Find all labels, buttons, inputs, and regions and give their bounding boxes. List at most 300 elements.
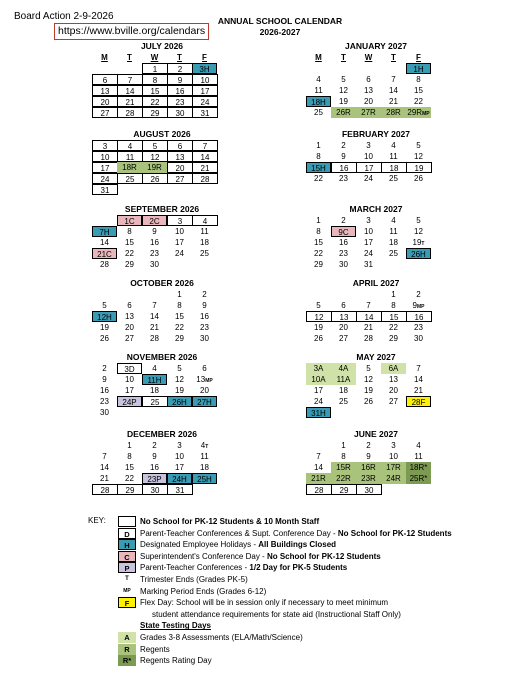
title-line-1: ANNUAL SCHOOL CALENDAR — [217, 16, 343, 26]
day-cell — [306, 311, 332, 322]
day-cell — [406, 107, 431, 118]
key-description — [140, 620, 211, 631]
day-number: 29 — [314, 260, 323, 269]
day-number: 12 — [364, 375, 373, 384]
day-number: 11 — [200, 452, 209, 461]
day-number: 11 — [125, 153, 135, 162]
day-number: 30 — [150, 260, 159, 269]
day-cell — [117, 107, 143, 118]
day-cell — [192, 440, 217, 451]
day-number: 9 — [102, 375, 107, 384]
day-cell — [167, 322, 192, 333]
key-symbol: T — [125, 576, 129, 582]
day-cell — [356, 289, 381, 300]
day-number: 14 — [364, 313, 374, 322]
day-number: 18 — [339, 386, 348, 395]
day-cell — [356, 162, 382, 173]
day-cell — [92, 259, 117, 270]
day-number: 2C — [149, 217, 160, 226]
day-number: 1 — [391, 290, 396, 299]
month-name: JANUARY 2027 — [345, 41, 407, 51]
day-number: 30 — [414, 334, 423, 343]
day-cell — [406, 333, 431, 344]
day-cell — [142, 289, 167, 300]
day-number: 16 — [339, 164, 349, 173]
key-text-emphasis: All Buildings Closed — [258, 540, 337, 550]
day-cell — [331, 63, 356, 74]
day-number: 15H — [311, 164, 326, 173]
day-cell — [331, 462, 356, 473]
day-number: 12 — [339, 86, 348, 95]
key-symbol: MP — [123, 587, 131, 594]
day-cell — [331, 289, 356, 300]
day-cell — [167, 462, 192, 473]
day-cell — [117, 311, 142, 322]
month-grid — [92, 215, 232, 270]
day-number: 23P — [147, 475, 162, 484]
day-number: 29 — [389, 334, 398, 343]
day-cell — [381, 107, 406, 118]
day-cell — [306, 63, 331, 74]
day-cell — [356, 173, 381, 184]
day-cell — [117, 173, 143, 184]
day-number: 2 — [341, 141, 346, 150]
month-name: JUNE 2027 — [354, 429, 398, 439]
day-cell — [192, 385, 217, 396]
day-number: 19R — [147, 163, 162, 172]
day-number: 13 — [100, 87, 110, 96]
day-cell — [142, 63, 168, 74]
day-number: 25 — [389, 174, 398, 183]
day-cell — [356, 259, 381, 270]
weekday-header: T — [127, 53, 132, 62]
day-cell — [92, 74, 118, 85]
day-cell — [92, 140, 118, 151]
day-cell — [406, 311, 432, 322]
day-cell — [381, 396, 406, 407]
key-description — [140, 655, 212, 666]
title-line-2: 2026-2027 — [259, 27, 301, 37]
day-cell — [306, 151, 331, 162]
day-cell — [406, 473, 431, 484]
day-number: 4 — [416, 441, 421, 450]
month-block — [306, 351, 446, 418]
day-cell — [381, 96, 406, 107]
day-number: 12 — [414, 152, 423, 161]
day-number: 18R* — [409, 463, 428, 472]
day-cell — [306, 140, 331, 151]
day-cell — [306, 484, 332, 495]
day-cell — [117, 451, 142, 462]
day-cell — [192, 363, 217, 374]
day-number: 18 — [200, 463, 209, 472]
day-number: 4 — [391, 216, 396, 225]
day-number: 8 — [316, 152, 321, 161]
key-text-emphasis: No School for PK-12 Students — [337, 528, 452, 538]
month-name: OCTOBER 2026 — [130, 278, 194, 288]
day-cell — [381, 226, 406, 237]
day-cell — [331, 385, 356, 396]
key-text: No School for PK-12 Students & 10 Month Staff — [140, 517, 320, 526]
day-cell — [192, 151, 218, 162]
day-cell — [381, 451, 406, 462]
day-number: 4 — [316, 75, 321, 84]
day-number: 30 — [100, 408, 109, 417]
day-number: 15 — [125, 463, 134, 472]
day-number: 25R* — [409, 474, 428, 483]
day-cell — [92, 162, 118, 173]
day-number: 20 — [125, 323, 134, 332]
day-number: 23 — [414, 323, 423, 332]
day-number: 11 — [389, 152, 398, 161]
day-cell — [192, 259, 217, 270]
day-cell — [356, 107, 381, 118]
day-number: 4A — [338, 364, 349, 373]
day-number: 17 — [100, 164, 110, 173]
day-marker: MP — [422, 111, 430, 117]
day-cell — [406, 215, 431, 226]
day-cell — [117, 85, 143, 96]
day-number: 20 — [100, 98, 110, 107]
day-number: 10 — [200, 76, 210, 85]
day-cell — [142, 473, 167, 484]
day-number: 15 — [314, 238, 323, 247]
day-cell — [331, 107, 356, 118]
day-number: 3D — [124, 365, 135, 374]
day-cell — [192, 451, 217, 462]
day-cell — [167, 151, 193, 162]
day-cell — [356, 215, 381, 226]
weekday-header: T — [391, 53, 396, 62]
day-number: 23 — [100, 397, 109, 406]
day-cell — [381, 162, 407, 173]
day-cell — [167, 484, 193, 495]
day-cell — [192, 396, 217, 407]
day-number: 2 — [102, 364, 107, 373]
day-number: 17 — [364, 238, 373, 247]
day-cell — [192, 300, 217, 311]
day-cell — [331, 173, 356, 184]
day-number: 7 — [102, 452, 107, 461]
day-marker: MP — [416, 304, 425, 310]
day-cell — [167, 333, 192, 344]
day-number: 17R — [386, 463, 401, 472]
day-cell — [92, 300, 117, 311]
day-number: 31 — [364, 260, 373, 269]
day-cell — [306, 74, 331, 85]
day-cell — [406, 96, 431, 107]
key-description — [140, 516, 319, 527]
day-cell — [142, 151, 168, 162]
day-cell — [167, 96, 193, 107]
key-description — [140, 539, 336, 550]
day-cell — [381, 407, 406, 418]
day-number: 25 — [314, 108, 323, 117]
day-cell — [406, 140, 431, 151]
day-number: 1 — [341, 441, 346, 450]
day-cell — [406, 237, 431, 248]
day-cell — [306, 363, 331, 374]
day-cell — [142, 363, 167, 374]
day-number: 14 — [314, 463, 323, 472]
day-cell — [306, 289, 331, 300]
day-number: 1 — [127, 441, 132, 450]
day-cell — [92, 396, 117, 407]
day-cell — [331, 74, 356, 85]
month-name: APRIL 2027 — [352, 278, 400, 288]
day-cell — [406, 162, 432, 173]
day-number: 14 — [389, 86, 398, 95]
day-cell — [117, 63, 142, 74]
day-cell — [92, 473, 117, 484]
day-number: 7 — [366, 301, 371, 310]
day-cell — [306, 96, 331, 107]
day-number: 28 — [100, 486, 110, 495]
day-number: 16 — [339, 238, 348, 247]
day-cell — [381, 248, 406, 259]
day-cell — [142, 333, 167, 344]
day-number: 17 — [175, 238, 184, 247]
day-cell — [192, 289, 217, 300]
month-grid — [306, 440, 446, 495]
day-cell — [117, 396, 142, 407]
day-number: 7H — [99, 228, 110, 237]
day-number: 6 — [341, 301, 346, 310]
day-cell — [331, 473, 356, 484]
day-cell — [356, 311, 382, 322]
day-number: 3A — [313, 364, 324, 373]
day-number: 8 — [316, 227, 321, 236]
day-cell — [142, 385, 167, 396]
day-number: 22 — [314, 249, 323, 258]
day-cell — [192, 374, 217, 385]
day-cell — [192, 484, 217, 495]
day-cell — [167, 363, 192, 374]
day-cell — [142, 85, 168, 96]
key-text-emphasis: 1/2 Day for PK-5 Students — [249, 563, 348, 573]
day-number: 2 — [416, 290, 421, 299]
day-number: 5 — [152, 142, 158, 151]
key-text-emphasis: No School for PK-12 Students — [266, 551, 381, 561]
day-cell — [381, 237, 406, 248]
day-cell — [381, 322, 406, 333]
month-block — [92, 351, 232, 418]
day-cell — [356, 237, 381, 248]
day-number: 5 — [102, 301, 107, 310]
day-cell — [192, 96, 218, 107]
weekday-header: F — [416, 53, 421, 62]
day-number: 22 — [389, 323, 398, 332]
day-number: 26H — [411, 250, 426, 259]
day-number: 29 — [150, 109, 160, 118]
day-cell — [167, 385, 192, 396]
day-number: 6A — [388, 364, 399, 373]
day-number: 8 — [177, 301, 182, 310]
day-number: 30 — [200, 334, 209, 343]
day-number: 9 — [412, 301, 417, 310]
day-number: 23R — [361, 474, 376, 483]
day-cell — [167, 451, 192, 462]
day-number: 21C — [97, 250, 112, 259]
day-cell — [92, 85, 118, 96]
key-text: Marking Period Ends (Grades 6-12) — [140, 586, 267, 596]
day-cell — [306, 333, 331, 344]
day-number: 7 — [152, 301, 157, 310]
day-cell — [192, 248, 217, 259]
day-number: 24 — [364, 174, 373, 183]
day-cell — [117, 259, 142, 270]
day-cell — [192, 184, 217, 195]
day-number: 13 — [364, 86, 373, 95]
day-number: 16 — [414, 313, 424, 322]
day-cell — [117, 440, 142, 451]
day-number: 5 — [416, 141, 421, 150]
day-cell — [381, 374, 406, 385]
day-number: 18H — [311, 98, 326, 107]
day-number: 15 — [175, 312, 184, 321]
day-cell — [92, 226, 117, 237]
day-number: 14 — [100, 463, 109, 472]
key-text: Superintendent's Conference Day - — [140, 551, 267, 561]
day-cell — [356, 407, 381, 418]
key-symbol: A — [118, 632, 136, 643]
day-number: 27R — [361, 108, 376, 117]
month-block — [92, 428, 232, 495]
day-number: 15 — [125, 238, 134, 247]
day-cell — [356, 396, 381, 407]
day-number: 1 — [177, 290, 182, 299]
day-cell — [306, 396, 331, 407]
day-number: 12 — [414, 227, 423, 236]
key-text: State Testing Days — [140, 621, 211, 631]
day-number: 11H — [147, 376, 162, 385]
day-number: 25 — [339, 397, 348, 406]
month-block — [306, 40, 446, 118]
month-grid — [306, 215, 446, 270]
day-cell — [306, 374, 331, 385]
day-number: 17 — [175, 463, 184, 472]
day-cell — [331, 151, 356, 162]
key-description — [152, 609, 401, 620]
day-number: 22 — [125, 474, 134, 483]
month-block — [92, 203, 232, 270]
day-number: 21 — [125, 98, 135, 107]
day-cell — [406, 289, 431, 300]
day-cell — [381, 151, 406, 162]
day-cell — [331, 451, 356, 462]
day-cell — [406, 462, 431, 473]
day-cell — [92, 363, 117, 374]
day-cell — [117, 74, 143, 85]
day-cell — [117, 151, 143, 162]
day-number: 14 — [125, 87, 135, 96]
month-block — [306, 277, 446, 344]
day-cell — [356, 322, 381, 333]
month-name: MARCH 2027 — [349, 204, 403, 214]
day-cell — [167, 289, 192, 300]
day-number: 13 — [196, 375, 206, 384]
calendar-url-link[interactable]: https://www.bville.org/calendars — [54, 23, 209, 40]
day-number: 11 — [200, 227, 209, 236]
day-number: 30 — [150, 486, 160, 495]
day-number: 18 — [150, 386, 159, 395]
day-cell — [167, 259, 192, 270]
day-number: 23 — [150, 249, 159, 258]
key-symbol: R — [118, 644, 136, 655]
day-cell — [192, 74, 218, 85]
day-cell — [142, 107, 168, 118]
day-number: 3H — [199, 65, 210, 74]
day-cell — [92, 248, 117, 259]
day-number: 7 — [127, 76, 133, 85]
month-grid — [306, 140, 446, 184]
day-number: 21 — [364, 323, 373, 332]
day-number: 26H — [172, 398, 187, 407]
day-cell — [167, 407, 192, 418]
board-action-label: Board Action 2-9-2026 — [14, 11, 114, 22]
day-number: 4 — [152, 364, 157, 373]
day-cell — [331, 162, 357, 173]
day-number: 10A — [311, 375, 326, 384]
day-cell — [356, 74, 381, 85]
day-cell — [331, 484, 357, 495]
day-number: 25 — [125, 175, 135, 184]
day-number: 9 — [341, 152, 346, 161]
month-name: DECEMBER 2026 — [127, 429, 197, 439]
day-cell — [331, 322, 356, 333]
day-cell — [406, 396, 431, 407]
day-cell — [92, 63, 117, 74]
day-cell — [306, 259, 331, 270]
day-cell — [306, 237, 331, 248]
day-cell — [92, 374, 117, 385]
day-cell — [381, 63, 406, 74]
day-number: 28F — [411, 398, 426, 407]
day-number: 11 — [314, 86, 323, 95]
day-cell — [381, 300, 406, 311]
day-number: 8 — [152, 76, 158, 85]
day-cell — [406, 74, 431, 85]
day-cell — [117, 226, 142, 237]
day-cell — [306, 226, 331, 237]
day-number: 18 — [389, 164, 399, 173]
day-number: 14 — [150, 312, 159, 321]
day-number: 15 — [389, 313, 399, 322]
day-cell — [167, 300, 192, 311]
day-number: 7 — [316, 452, 321, 461]
day-cell — [192, 107, 218, 118]
day-number: 20 — [175, 164, 185, 173]
day-cell — [406, 248, 431, 259]
day-cell — [167, 85, 193, 96]
day-number: 5 — [316, 301, 321, 310]
day-number: 10 — [100, 153, 110, 162]
day-number: 10 — [175, 227, 184, 236]
day-cell — [167, 140, 193, 151]
day-cell — [117, 473, 142, 484]
day-number: 27 — [100, 109, 110, 118]
day-number: 2 — [202, 290, 207, 299]
day-cell — [92, 440, 117, 451]
day-number: 31 — [175, 486, 185, 495]
day-number: 26 — [314, 334, 323, 343]
day-number: 28 — [200, 175, 210, 184]
day-cell — [331, 237, 356, 248]
day-cell — [356, 462, 381, 473]
day-number: 1C — [124, 217, 135, 226]
day-cell — [117, 363, 142, 374]
day-number: 29 — [339, 486, 349, 495]
